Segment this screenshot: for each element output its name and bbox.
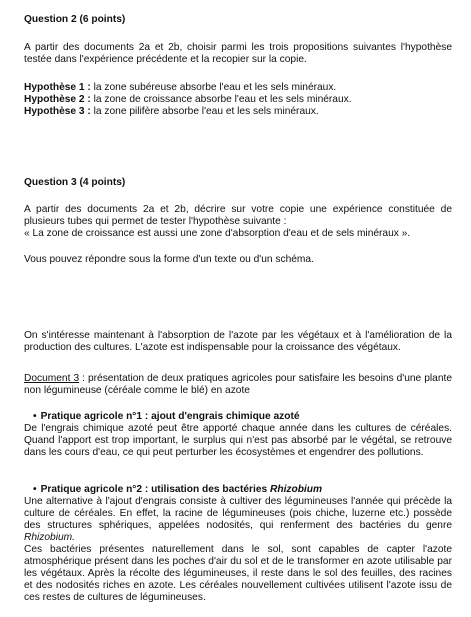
- question-3-intro: A partir des documents 2a et 2b, décrire sur votre copie une expérience constituée de plusieurs tubes qui permet de tester l'hypothèse suivante :: [24, 204, 452, 227]
- bullet-icon: •: [33, 484, 37, 495]
- document-3-heading: [24, 373, 452, 397]
- document-3-label: Document 3: [24, 373, 80, 384]
- document-3-description: : présentation de deux pratiques agricoles pour satisfaire les besoins d'une plante non légumineuse (céréale comme le blé) en azote: [24, 373, 452, 396]
- hypothesis-2-text: la zone de croissance absorbe l'eau et les sels minéraux.: [90, 94, 352, 105]
- question-3-hypothesis-quote: « La zone de croissance est aussi une zone d'absorption d'eau et de sels minéraux ».: [24, 228, 411, 239]
- hypothesis-1: [24, 82, 452, 94]
- practice-2-title-italic: Rhizobium: [269, 484, 323, 495]
- bullet-icon: •: [33, 411, 37, 422]
- hypothesis-2-label: Hypothèse 2 :: [24, 94, 91, 105]
- hypothesis-3-label: Hypothèse 3 :: [24, 106, 91, 117]
- question-2-intro: A partir des documents 2a et 2b, choisir parmi les trois propositions suivantes l'hypothèse testée dans l'expérience précédente et la recopier sur la copie.: [24, 42, 452, 65]
- question-2-title: Question 2 (6 points): [24, 14, 126, 25]
- question-3-title: Question 3 (4 points): [24, 177, 126, 188]
- hypothesis-1-label: Hypothèse 1 :: [24, 82, 91, 93]
- hypotheses-list: [24, 82, 452, 118]
- practice-2-title: [24, 484, 461, 496]
- practice-1-text: De l'engrais chimique azoté peut être apporté chaque année dans les cultures de céréales. Quand l'apport est trop important, le surplus qui n'est pas absorbé par le végétal, se retrouve dans les cours d'eau, ce qui peut perturber les écosystèmes et engendrer des pollutions.: [24, 423, 452, 458]
- hypothesis-3: [24, 106, 452, 118]
- hypothesis-3-text: la zone pilifère absorbe l'eau et les sels minéraux.: [90, 106, 319, 117]
- hypothesis-2: [24, 94, 452, 106]
- practice-2-text-1-italic: Rhizobium.: [24, 532, 75, 543]
- practice-1-title: [24, 411, 461, 423]
- practice-2-text-2: Ces bactéries présentes naturellement dans le sol, sont capables de capter l'azote atmosphérique présent dans les poches d'air du sol et de le transformer en azote utilisable par les végétaux. Après la récolte des légumineuses, il reste dans le sol des feuilles, des racines et des nodosités riches en azote. Les céréales nouvellement cultivées utilisent l'azote issu de ces restes de cultures de légumineuses.: [24, 544, 452, 603]
- practice-2-text-1-main: Une alternative à l'ajout d'engrais consiste à cultiver des légumineuses l'année qui précède la culture de céréales. En effet, la racine de légumineuses (pois chiche, luzerne etc.) possède des structures sphériques, appelées nodosités, qui renferment des bactéries du genre: [24, 496, 452, 531]
- hypothesis-1-text: la zone subéreuse absorbe l'eau et les sels minéraux.: [90, 82, 337, 93]
- practice-1-title-text: Pratique agricole n°1 : ajout d'engrais chimique azoté: [40, 411, 300, 422]
- practice-2-title-text: Pratique agricole n°2 : utilisation des bactéries: [40, 484, 270, 495]
- practice-2-text-1: [24, 496, 452, 544]
- question-3-note: Vous pouvez répondre sous la forme d'un texte ou d'un schéma.: [24, 254, 314, 265]
- context-paragraph: On s'intéresse maintenant à l'absorption de l'azote par les végétaux et à l'amélioration de la production des cultures. L'azote est indispensable pour la croissance des végétaux.: [24, 330, 452, 353]
